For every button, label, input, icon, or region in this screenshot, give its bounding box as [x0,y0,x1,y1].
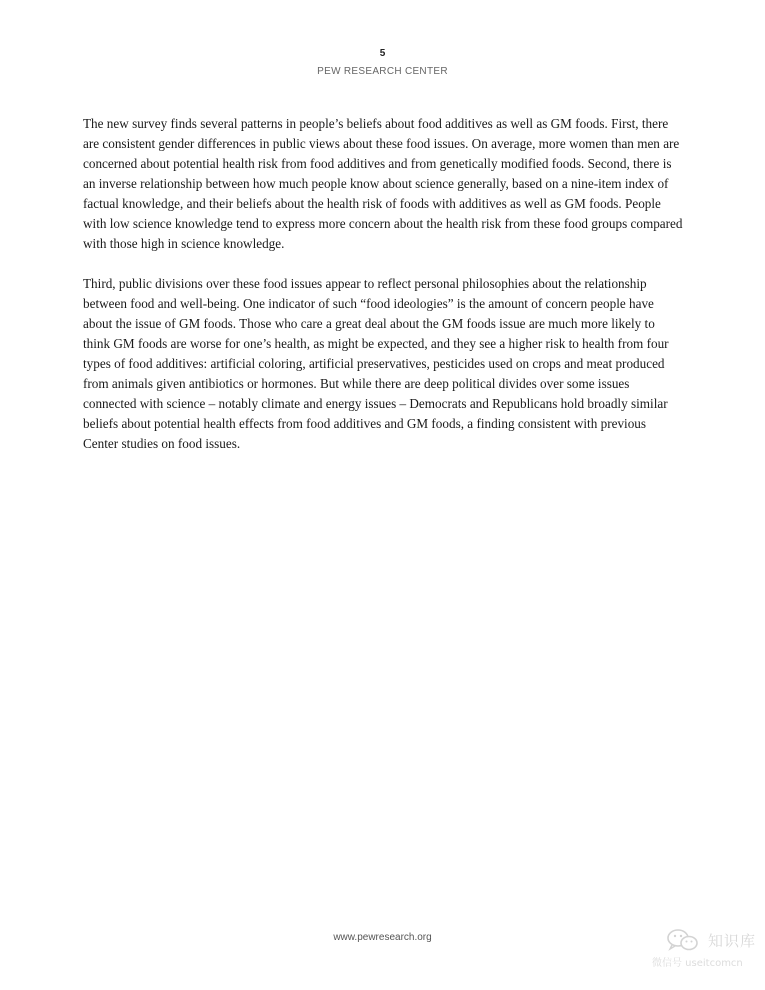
footer-url: www.pewresearch.org [333,932,432,943]
wechat-icon [666,928,700,952]
watermark-name: 知识库 [708,932,757,950]
watermark-account: 微信号 useitcomcn [652,958,743,969]
page-number: 5 [379,48,386,59]
body-text [83,114,683,474]
paragraph-1: The new survey finds several patterns in people’s beliefs about food additives as well as GM foods. First, there are consistent gender differences in public views about these food issues. On average, more women than men are concerned about potential health risk from food additives and from genetically modified foods. Second, there is an inverse relationship between how much people know about science generally, based on a nine-item index of factual knowledge, and their beliefs about the health risk of foods with additives as well as GM foods. People with low science knowledge tend to express more concern about the health risk from these food groups compared with those high in science knowledge. [83,116,683,251]
organization-header: PEW RESEARCH CENTER [317,66,448,77]
watermark [652,928,758,972]
paragraph-2: Third, public divisions over these food issues appear to reflect personal philosophies about the relationship between food and well-being. One indicator of such “food ideologies” is the amount of concern people have about the issue of GM foods. Those who care a great deal about the GM foods issue are much more likely to think GM foods are worse for one’s health, as might be expected, and they see a higher risk to health from four types of food additives: artificial coloring, artificial preservatives, pesticides used on crops and meat produced from animals given antibiotics or hormones. But while there are deep political divides over some issues connected with science – notably climate and energy issues – Democrats and Republicans hold broadly similar beliefs about potential health effects from food additives and GM foods, a finding consistent with previous Center studies on food issues. [83,276,669,451]
